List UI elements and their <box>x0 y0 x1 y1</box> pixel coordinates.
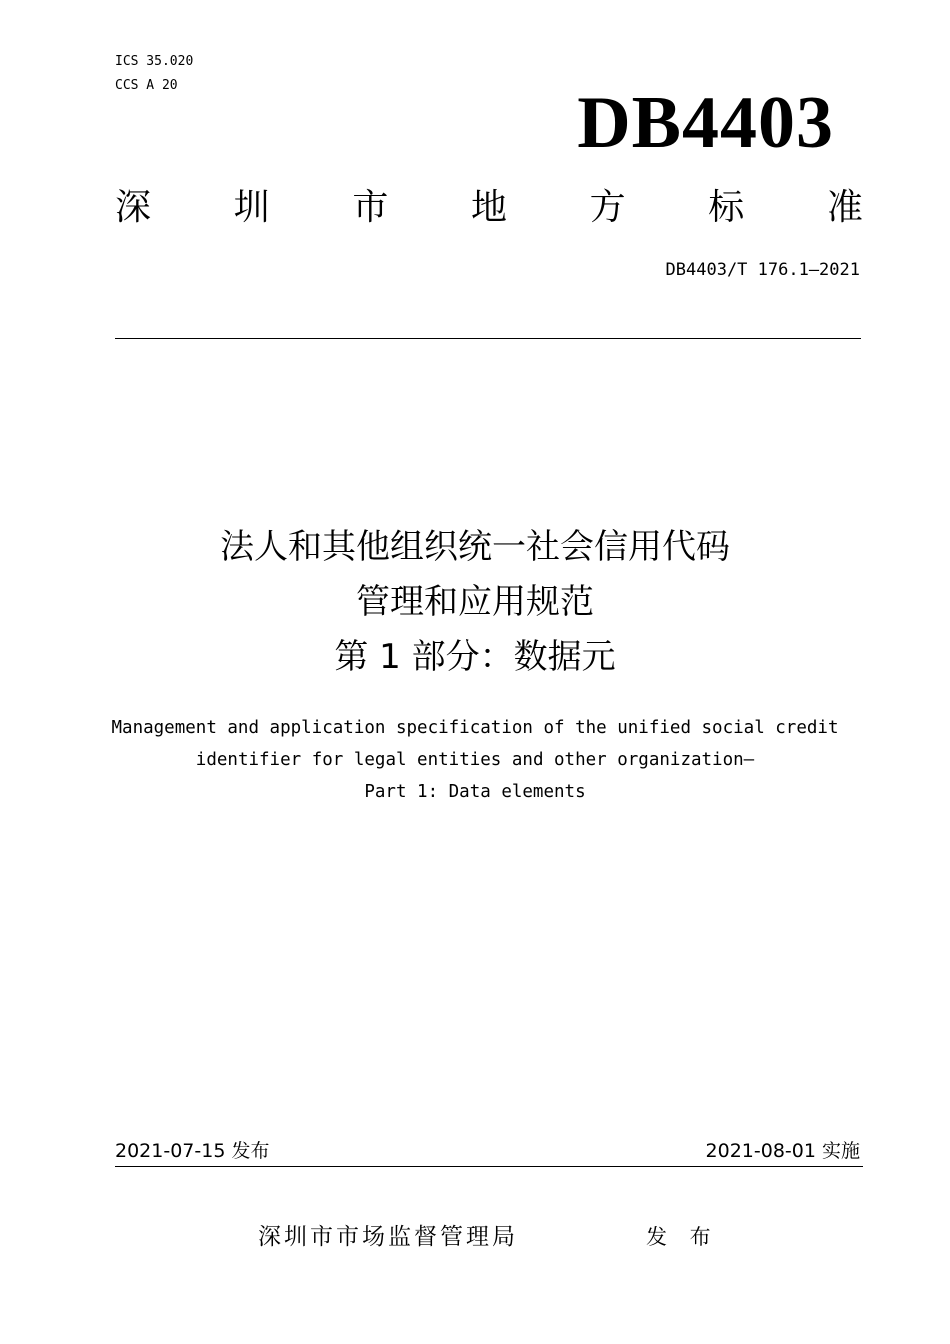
standard-type-char: 地 <box>470 187 507 228</box>
standard-type <box>115 183 863 233</box>
standard-number: DB4403/T 176.1—2021 <box>665 260 860 280</box>
chinese-title-line: 第 1 部分：数据元 <box>334 637 616 677</box>
issue-date: 2021-07-15 发布 <box>115 1140 270 1162</box>
english-title-line: identifier for legal entities and other organization— <box>195 750 755 770</box>
chinese-title-line: 法人和其他组织统一社会信用代码 <box>220 527 730 567</box>
english-title <box>0 712 950 808</box>
english-title-line: Part 1: Data elements <box>364 782 586 802</box>
issuing-authority: 深圳市市场监督管理局 <box>258 1224 518 1250</box>
standard-type-char: 准 <box>826 187 863 228</box>
chinese-title-line: 管理和应用规范 <box>356 582 594 622</box>
chinese-title <box>0 520 950 685</box>
standard-type-char: 圳 <box>233 187 270 228</box>
standard-type-char: 市 <box>352 187 389 228</box>
top-divider <box>115 338 861 339</box>
implementation-date: 2021-08-01 实施 <box>705 1140 860 1162</box>
standard-type-char: 标 <box>708 187 745 228</box>
ics-code: ICS 35.020 <box>115 54 194 69</box>
standard-code: DB4403 <box>577 82 834 164</box>
ccs-code: CCS A 20 <box>115 78 178 93</box>
bottom-divider <box>115 1166 863 1167</box>
publish-label: 发 布 <box>646 1225 719 1249</box>
english-title-line: Management and application specification of the unified social credit <box>111 718 839 738</box>
standard-type-char: 方 <box>589 187 626 228</box>
classification-codes <box>115 50 193 98</box>
standard-type-char: 深 <box>115 187 152 228</box>
